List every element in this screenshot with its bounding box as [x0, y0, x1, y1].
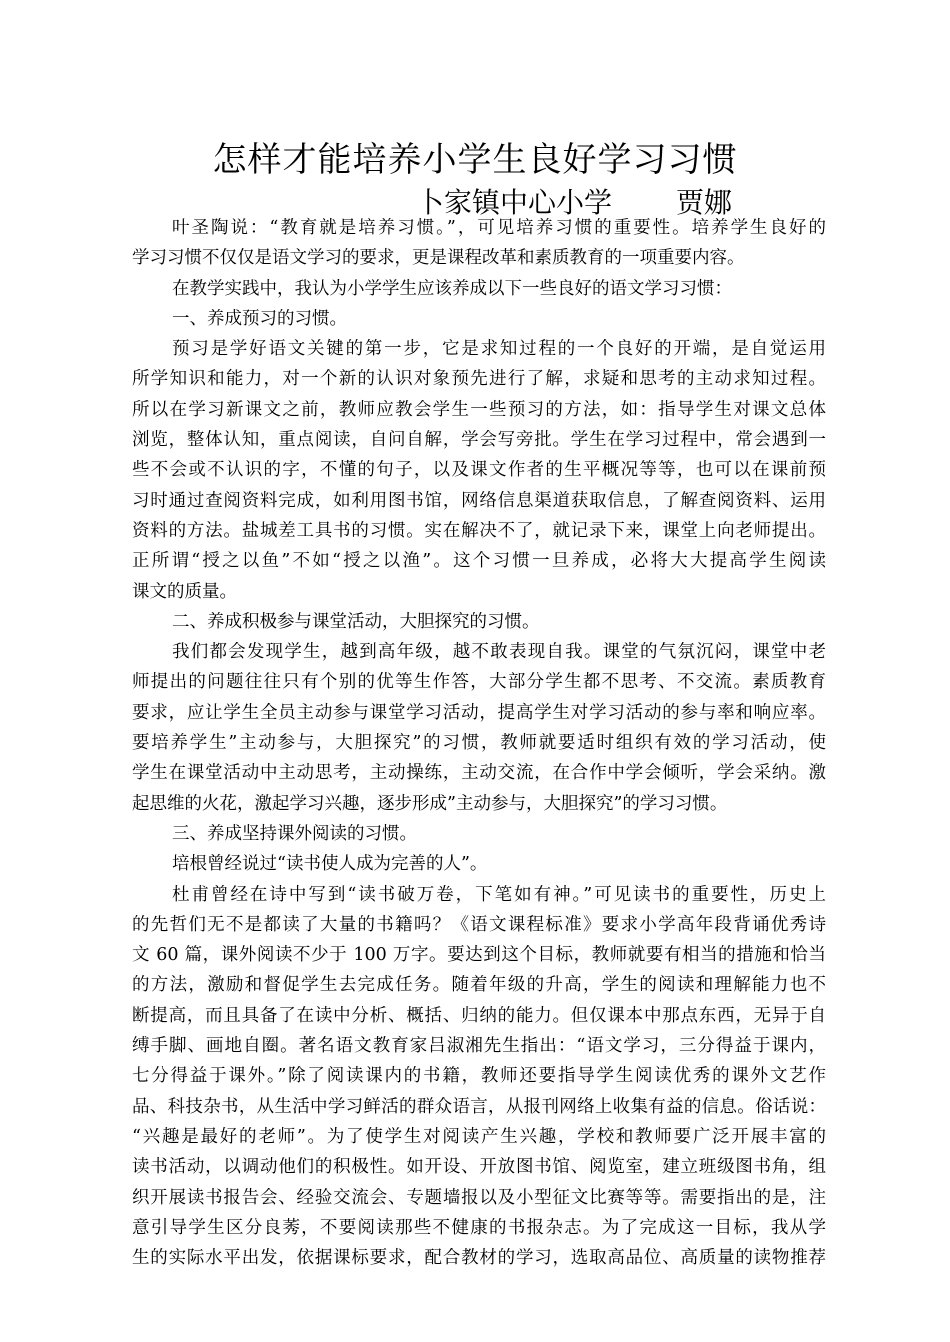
- text-line: 正所谓“授之以鱼”不如“授之以渔”。这个习惯一旦养成，必将大大提高学生阅读: [132, 551, 826, 572]
- text-line: 品、科技杂书，从生活中学习鲜活的群众语言，从报刊网络上收集有益的信息。俗话说：: [132, 1096, 826, 1117]
- text-line: 预习是学好语文关键的第一步，它是求知过程的一个良好的开端，是自觉运用: [172, 339, 826, 360]
- text-line: 缚手脚、画地自圈。著名语文教育家吕淑湘先生指出：“语文学习，三分得益于课内，: [132, 1036, 826, 1057]
- text-line: 培根曾经说过“读书使人成为完善的人”。: [172, 854, 488, 875]
- text-line: 学习习惯不仅仅是语文学习的要求，更是课程改革和素质教育的一项重要内容。: [132, 248, 745, 269]
- text-line: 起思维的火花，激起学习兴趣，逐步形成”主动参与，大胆探究”的学习习惯。: [132, 793, 728, 814]
- text-line: 我们都会发现学生，越到高年级，越不敢表现自我。课堂的气氛沉闷，课堂中老: [172, 642, 826, 663]
- text-line: 的先哲们无不是都读了大量的书籍吗？《语文课程标准》要求小学高年段背诵优秀诗: [132, 914, 826, 935]
- text-line: 生的实际水平出发，依据课标要求，配合教材的学习，选取高品位、高质量的读物推荐: [132, 1248, 826, 1269]
- text-line: 所学知识和能力，对一个新的认识对象预先进行了解，求疑和思考的主动求知过程。: [132, 369, 826, 390]
- text-line: 断提高，而且具备了在读中分析、概括、归纳的能力。但仅课本中那点东西，无异于自: [132, 1005, 826, 1026]
- document-title: 怎样才能培养小学生良好学习习惯: [212, 140, 738, 180]
- author-name: 贾娜: [676, 186, 733, 219]
- text-line: 叶圣陶说：“教育就是培养习惯。”，可见培养习惯的重要性。培养学生良好的: [172, 218, 826, 238]
- text-line: 课文的质量。: [132, 581, 237, 602]
- text-line: 读书活动，以调动他们的积极性。如开设、开放图书馆、阅览室，建立班级图书角，组: [132, 1157, 826, 1178]
- text-line: 所以在学习新课文之前，教师应教会学生一些预习的方法，如：指导学生对课文总体: [132, 399, 826, 420]
- text-line: 杜甫曾经在诗中写到“读书破万卷，下笔如有神。”可见读书的重要性，历史上: [172, 884, 826, 905]
- text-line: “兴趣是最好的老师”。为了使学生对阅读产生兴趣，学校和教师要广泛开展丰富的: [132, 1126, 826, 1147]
- text-line: 师提出的问题往往只有个别的优等生作答，大部分学生都不思考、不交流。素质教育: [132, 672, 826, 693]
- text-line: 意引导学生区分良莠，不要阅读那些不健康的书报杂志。为了完成这一目标，我从学: [132, 1217, 826, 1238]
- document-body: [132, 213, 826, 1273]
- text-line: 要求，应让学生全员主动参与课堂学习活动，提高学生对学习活动的参与率和响应率。: [132, 702, 826, 723]
- text-line: 一、养成预习的习惯。: [172, 308, 347, 329]
- text-line: 文 60 篇，课外阅读不少于 100 万字。要达到这个目标，教师就要有相当的措施和恰当: [132, 945, 826, 966]
- text-line: 织开展读书报告会、经验交流会、专题墙报以及小型征文比赛等等。需要指出的是，注: [132, 1187, 826, 1208]
- text-line: 的方法，激励和督促学生去完成任务。随着年级的升高，学生的阅读和理解能力也不: [132, 975, 826, 996]
- text-line: 七分得益于课外。”除了阅读课内的书籍，教师还要指导学生阅读优秀的课外文艺作: [132, 1066, 826, 1087]
- text-line: 浏览，整体认知，重点阅读，自问自解，学会写旁批。学生在学习过程中，常会遇到一: [132, 430, 826, 451]
- school-name: 卜家镇中心小学: [416, 186, 613, 219]
- text-line: 学生在课堂活动中主动思考，主动操练，主动交流，在合作中学会倾听，学会采纳。激: [132, 763, 826, 784]
- text-line: 要培养学生”主动参与，大胆探究”的习惯，教师就要适时组织有效的学习活动，使: [132, 733, 826, 754]
- text-line: 资料的方法。盐城差工具书的习惯。实在解决不了，就记录下来，课堂上向老师提出。: [132, 520, 826, 541]
- text-line: 二、养成积极参与课堂活动，大胆探究的习惯。: [172, 611, 540, 632]
- text-line: 些不会或不认识的字，不懂的句子，以及课文作者的生平概况等等，也可以在课前预: [132, 460, 826, 481]
- text-line: 习时通过查阅资料完成，如利用图书馆，网络信息渠道获取信息，了解查阅资料、运用: [132, 490, 826, 511]
- text-line: 三、养成坚持课外阅读的习惯。: [172, 823, 417, 844]
- text-line: 在教学实践中，我认为小学学生应该养成以下一些良好的语文学习习惯：: [172, 278, 732, 299]
